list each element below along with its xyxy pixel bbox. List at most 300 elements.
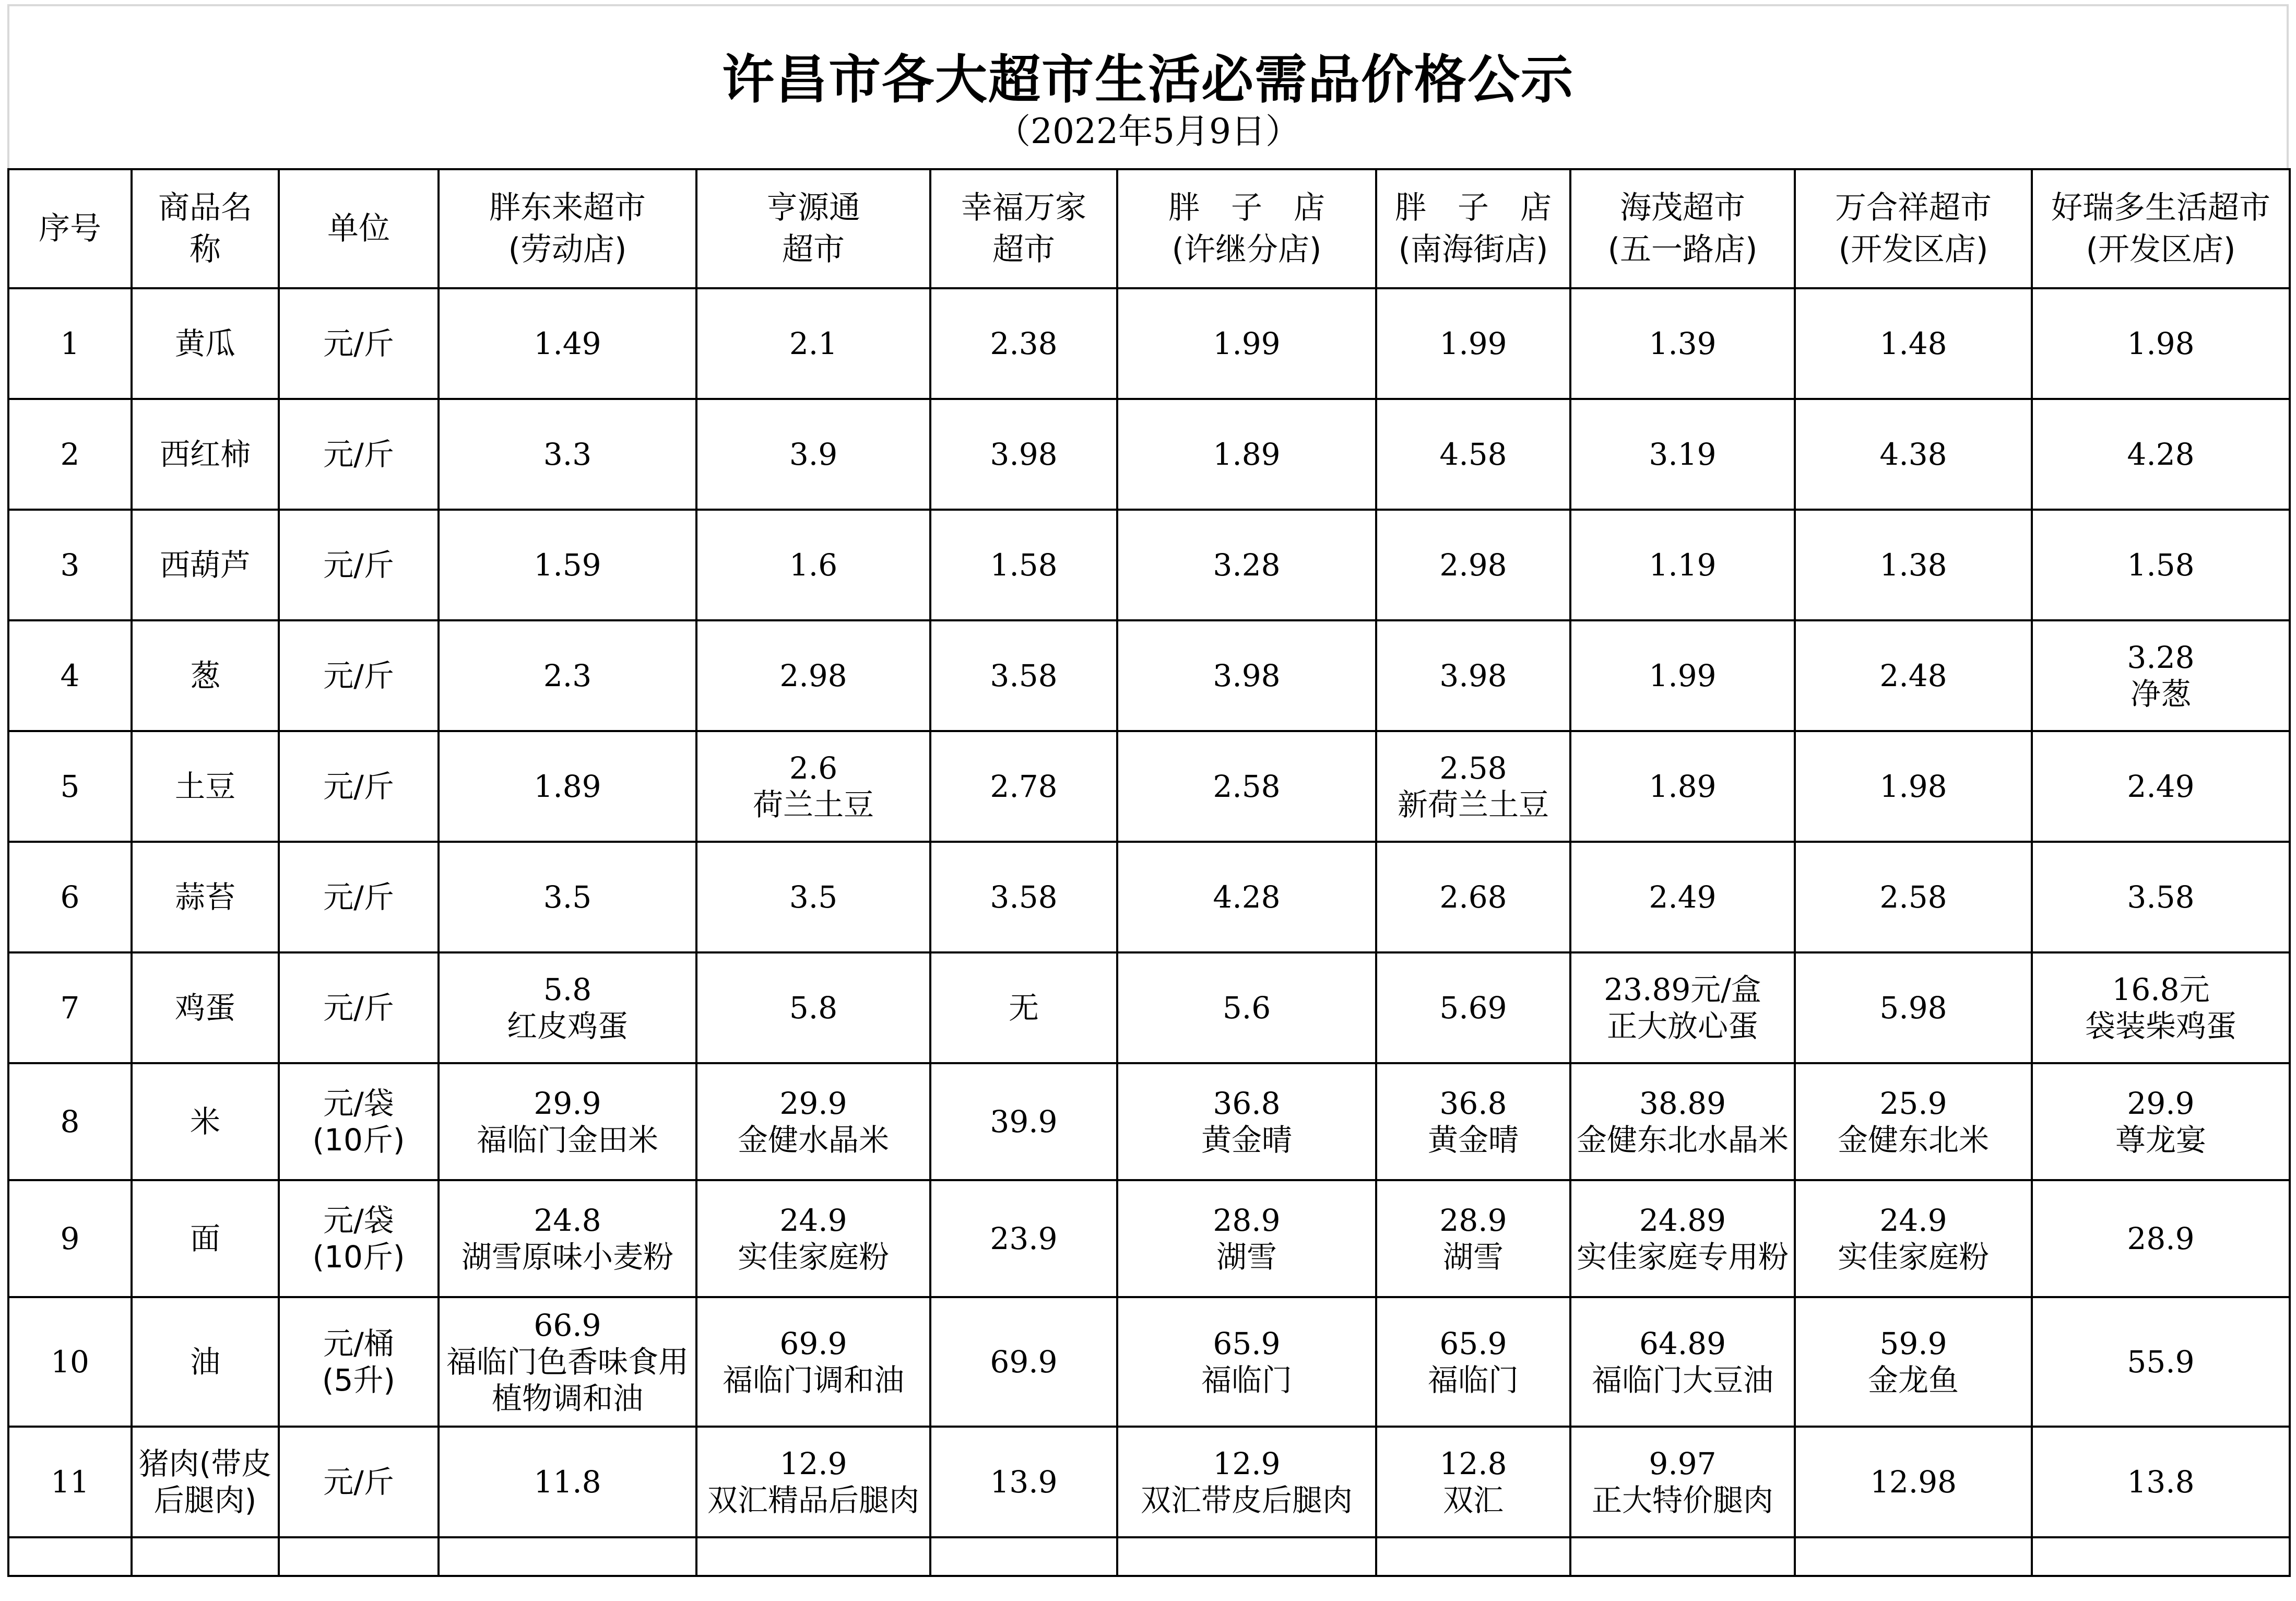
price-value: 69.9 xyxy=(779,1326,847,1361)
product-name: 面 xyxy=(132,1180,279,1297)
empty-cell xyxy=(930,1537,1117,1576)
table-row xyxy=(8,731,2290,842)
column-header-line1: 胖东来超市 xyxy=(489,190,646,226)
price-table xyxy=(7,168,2291,1577)
price-cell xyxy=(1376,510,1570,620)
row-number: 8 xyxy=(8,1063,132,1180)
column-header-line1: 序号 xyxy=(39,210,101,247)
product-name: 西葫芦 xyxy=(132,510,279,620)
price-cell xyxy=(1376,288,1570,399)
price-value: 1.58 xyxy=(2127,547,2195,583)
price-cell xyxy=(1570,1297,1795,1427)
price-cell xyxy=(1117,288,1376,399)
row-number: 5 xyxy=(8,731,132,842)
product-name: 油 xyxy=(132,1297,279,1427)
column-header xyxy=(8,169,132,288)
price-value: 3.58 xyxy=(2127,879,2195,915)
product-brand-note: 福临门调和油 xyxy=(722,1362,904,1398)
product-name: 黄瓜 xyxy=(132,288,279,399)
product-name: 葱 xyxy=(132,620,279,731)
column-header xyxy=(930,169,1117,288)
price-cell xyxy=(439,620,696,731)
unit-quantity: (10斤) xyxy=(312,1122,405,1158)
unit-quantity: (5升) xyxy=(322,1362,396,1398)
unit-label: 元/斤 xyxy=(323,547,394,583)
price-cell xyxy=(1570,288,1795,399)
unit-cell xyxy=(279,399,439,510)
table-row xyxy=(8,1297,2290,1427)
row-number: 1 xyxy=(8,288,132,399)
price-value: 55.9 xyxy=(2127,1344,2195,1380)
unit-cell xyxy=(279,288,439,399)
row-number: 10 xyxy=(8,1297,132,1427)
price-value: 23.9 xyxy=(990,1221,1058,1256)
price-value: 1.89 xyxy=(534,769,601,804)
column-header xyxy=(696,169,930,288)
price-value: 2.68 xyxy=(1439,879,1507,915)
price-cell xyxy=(1117,1427,1376,1537)
product-brand-note: 福临门 xyxy=(1427,1362,1519,1398)
row-number: 9 xyxy=(8,1180,132,1297)
price-value: 2.58 xyxy=(1213,769,1281,804)
price-value: 13.8 xyxy=(2127,1464,2195,1500)
unit-label: 元/斤 xyxy=(323,437,394,472)
unit-label: 元/斤 xyxy=(323,658,394,693)
price-value: 2.98 xyxy=(779,658,847,693)
price-value: 3.28 xyxy=(2127,640,2195,675)
table-row xyxy=(8,399,2290,510)
price-cell xyxy=(1376,399,1570,510)
empty-cell xyxy=(2032,1537,2290,1576)
price-cell xyxy=(930,399,1117,510)
price-value: 24.89 xyxy=(1639,1203,1726,1238)
price-value: 3.19 xyxy=(1649,437,1717,472)
price-cell xyxy=(1117,1180,1376,1297)
page-title: 许昌市各大超市生活必需品价格公示 xyxy=(722,49,1574,110)
price-value: 2.78 xyxy=(990,769,1058,804)
price-cell xyxy=(1570,1427,1795,1537)
price-cell xyxy=(439,1427,696,1537)
price-cell xyxy=(1570,620,1795,731)
column-header-line1: 商品名 xyxy=(158,190,252,226)
row-number: 4 xyxy=(8,620,132,731)
unit-label: 元/斤 xyxy=(323,990,394,1026)
price-value: 64.89 xyxy=(1639,1326,1726,1361)
table-row xyxy=(8,1180,2290,1297)
price-cell xyxy=(439,731,696,842)
product-brand-note: 黄金晴 xyxy=(1427,1122,1519,1158)
price-cell xyxy=(2032,731,2290,842)
price-cell xyxy=(439,510,696,620)
product-brand-note: 实佳家庭粉 xyxy=(737,1239,889,1275)
price-cell xyxy=(1117,620,1376,731)
product-brand-note: 湖雪原味小麦粉 xyxy=(461,1239,673,1275)
unit-label: 元/斤 xyxy=(323,1464,394,1500)
price-value: 1.39 xyxy=(1649,326,1717,361)
column-header xyxy=(1795,169,2032,288)
column-header xyxy=(279,169,439,288)
price-cell xyxy=(1376,731,1570,842)
row-number: 2 xyxy=(8,399,132,510)
table-row xyxy=(8,510,2290,620)
price-value: 3.28 xyxy=(1213,547,1281,583)
price-cell xyxy=(696,952,930,1063)
price-cell xyxy=(696,1063,930,1180)
price-value: 59.9 xyxy=(1879,1326,1947,1361)
price-cell xyxy=(439,952,696,1063)
price-value: 23.89元/盒 xyxy=(1604,972,1761,1007)
price-value: 65.9 xyxy=(1213,1326,1281,1361)
product-name: 土豆 xyxy=(132,731,279,842)
price-cell xyxy=(439,1180,696,1297)
product-name: 猪肉(带皮后腿肉) xyxy=(132,1427,279,1537)
price-cell xyxy=(1795,952,2032,1063)
price-cell xyxy=(930,1063,1117,1180)
product-brand-note: 尊龙宴 xyxy=(2115,1122,2206,1158)
column-header-line1: 胖 子 店 xyxy=(1395,190,1552,226)
price-cell xyxy=(696,1180,930,1297)
price-value: 1.6 xyxy=(789,547,838,583)
price-value: 12.8 xyxy=(1439,1446,1507,1481)
product-name: 鸡蛋 xyxy=(132,952,279,1063)
price-value: 1.59 xyxy=(534,547,601,583)
price-value: 1.99 xyxy=(1649,658,1717,693)
product-brand-note: 新荷兰土豆 xyxy=(1397,787,1549,822)
unit-label: 元/桶 xyxy=(323,1326,394,1361)
price-cell xyxy=(1117,1063,1376,1180)
price-value: 1.98 xyxy=(2127,326,2195,361)
price-value: 3.3 xyxy=(543,437,592,472)
price-value: 5.8 xyxy=(789,990,838,1026)
price-value: 1.19 xyxy=(1649,547,1717,583)
price-value: 1.89 xyxy=(1213,437,1281,472)
product-brand-note: 正大放心蛋 xyxy=(1606,1008,1758,1044)
column-header-line2: 称 xyxy=(190,231,221,268)
empty-cell xyxy=(1376,1537,1570,1576)
product-brand-note: 黄金晴 xyxy=(1201,1122,1292,1158)
price-value: 3.58 xyxy=(990,879,1058,915)
column-header-line1: 万合祥超市 xyxy=(1835,190,1992,226)
price-cell xyxy=(1570,731,1795,842)
price-cell xyxy=(2032,288,2290,399)
price-cell xyxy=(1117,842,1376,952)
column-header-line2: 超市 xyxy=(992,231,1055,268)
price-cell xyxy=(2032,1297,2290,1427)
product-brand-note: 袋装柴鸡蛋 xyxy=(2085,1008,2236,1044)
empty-cell xyxy=(1795,1537,2032,1576)
product-brand-note: 实佳家庭专用粉 xyxy=(1576,1239,1789,1275)
product-brand-note: 湖雪 xyxy=(1216,1239,1277,1275)
price-value: 65.9 xyxy=(1439,1326,1507,1361)
empty-cell xyxy=(1117,1537,1376,1576)
price-cell xyxy=(1570,842,1795,952)
price-cell xyxy=(696,842,930,952)
unit-label: 元/袋 xyxy=(323,1203,394,1238)
title-area xyxy=(7,4,2289,168)
price-cell xyxy=(1795,1297,2032,1427)
price-value: 28.9 xyxy=(1213,1203,1281,1238)
page-subtitle: （2022年5月9日） xyxy=(996,111,1300,151)
price-cell xyxy=(1795,1063,2032,1180)
price-value: 2.1 xyxy=(789,326,838,361)
column-header-line1: 好瑞多生活超市 xyxy=(2051,190,2270,226)
price-cell xyxy=(2032,510,2290,620)
row-number: 3 xyxy=(8,510,132,620)
price-value: 25.9 xyxy=(1879,1086,1947,1121)
table-row xyxy=(8,842,2290,952)
price-value: 2.49 xyxy=(2127,769,2195,804)
product-brand-note: 福临门色香味食用植物调和油 xyxy=(446,1344,689,1416)
price-value: 24.9 xyxy=(779,1203,847,1238)
price-cell xyxy=(1376,620,1570,731)
empty-cell xyxy=(132,1537,279,1576)
price-value: 5.6 xyxy=(1222,990,1271,1026)
product-brand-note: 荷兰土豆 xyxy=(752,787,874,822)
price-cell xyxy=(439,1063,696,1180)
price-value: 2.3 xyxy=(543,658,592,693)
price-value: 3.5 xyxy=(789,879,838,915)
empty-cell xyxy=(696,1537,930,1576)
column-header-line1: 胖 子 店 xyxy=(1168,190,1325,226)
price-cell xyxy=(2032,1063,2290,1180)
unit-quantity: (10斤) xyxy=(312,1239,405,1275)
empty-row xyxy=(8,1537,2290,1576)
price-value: 4.58 xyxy=(1439,437,1507,472)
price-value: 1.99 xyxy=(1439,326,1507,361)
price-value: 3.98 xyxy=(1439,658,1507,693)
column-header-line2: (许继分店) xyxy=(1171,231,1322,268)
product-brand-note: 福临门 xyxy=(1201,1362,1292,1398)
price-value: 12.9 xyxy=(1213,1446,1281,1481)
price-value: 13.9 xyxy=(990,1464,1058,1500)
price-value: 5.8 xyxy=(543,972,592,1007)
empty-cell xyxy=(279,1537,439,1576)
row-number: 6 xyxy=(8,842,132,952)
price-value: 36.8 xyxy=(1213,1086,1281,1121)
price-cell xyxy=(439,399,696,510)
empty-cell xyxy=(439,1537,696,1576)
column-header-line2: (开发区店) xyxy=(2086,231,2236,268)
unit-label: 元/斤 xyxy=(323,769,394,804)
price-cell xyxy=(696,731,930,842)
price-value: 1.48 xyxy=(1879,326,1947,361)
price-value: 2.58 xyxy=(1879,879,1947,915)
price-cell xyxy=(1795,731,2032,842)
unit-label: 元/斤 xyxy=(323,326,394,361)
price-cell xyxy=(2032,1427,2290,1537)
price-value: 11.8 xyxy=(534,1464,601,1500)
price-value: 9.97 xyxy=(1649,1446,1717,1481)
price-cell xyxy=(1117,952,1376,1063)
column-header-line1: 幸福万家 xyxy=(961,190,1086,226)
price-cell xyxy=(1376,842,1570,952)
column-header xyxy=(2032,169,2290,288)
price-value: 3.98 xyxy=(990,437,1058,472)
price-cell xyxy=(930,1297,1117,1427)
column-header-line2: (五一路店) xyxy=(1607,231,1758,268)
product-brand-note: 正大特价腿肉 xyxy=(1591,1482,1773,1518)
price-value: 5.69 xyxy=(1439,990,1507,1026)
price-cell xyxy=(1570,1180,1795,1297)
price-value: 39.9 xyxy=(990,1104,1058,1139)
product-brand-note: 金龙鱼 xyxy=(1867,1362,1959,1398)
price-value: 36.8 xyxy=(1439,1086,1507,1121)
unit-cell xyxy=(279,1427,439,1537)
price-cell xyxy=(2032,952,2290,1063)
price-cell xyxy=(1795,1180,2032,1297)
price-value: 1.49 xyxy=(534,326,601,361)
product-brand-note: 福临门大豆油 xyxy=(1591,1362,1773,1398)
price-cell xyxy=(930,1427,1117,1537)
column-header-line2: (南海街店) xyxy=(1398,231,1548,268)
table-row xyxy=(8,1063,2290,1180)
price-cell xyxy=(930,510,1117,620)
price-cell xyxy=(439,842,696,952)
price-value: 29.9 xyxy=(2127,1086,2195,1121)
price-cell xyxy=(2032,842,2290,952)
column-header-line2: 超市 xyxy=(782,231,845,268)
price-value: 1.98 xyxy=(1879,769,1947,804)
unit-cell xyxy=(279,731,439,842)
price-cell xyxy=(930,952,1117,1063)
price-cell xyxy=(1795,399,2032,510)
price-value: 2.58 xyxy=(1439,750,1507,786)
column-header xyxy=(132,169,279,288)
price-cell xyxy=(1117,399,1376,510)
table-row xyxy=(8,620,2290,731)
row-number: 7 xyxy=(8,952,132,1063)
column-header-line1: 亨源通 xyxy=(766,190,860,226)
price-cell xyxy=(1795,620,2032,731)
table-body xyxy=(8,288,2290,1576)
table-row xyxy=(8,288,2290,399)
price-value: 28.9 xyxy=(1439,1203,1507,1238)
price-value: 4.28 xyxy=(1213,879,1281,915)
price-value: 1.89 xyxy=(1649,769,1717,804)
table-row xyxy=(8,952,2290,1063)
product-brand-note: 双汇带皮后腿肉 xyxy=(1140,1482,1353,1518)
price-value: 2.6 xyxy=(789,750,838,786)
price-cell xyxy=(930,288,1117,399)
column-header-line1: 单位 xyxy=(327,210,390,247)
price-value: 2.49 xyxy=(1649,879,1717,915)
empty-cell xyxy=(8,1537,132,1576)
price-cell xyxy=(1795,510,2032,620)
price-cell xyxy=(930,731,1117,842)
price-cell xyxy=(930,842,1117,952)
price-cell xyxy=(696,399,930,510)
price-value: 12.98 xyxy=(1869,1464,1957,1500)
empty-cell xyxy=(1570,1537,1795,1576)
price-cell xyxy=(1376,1063,1570,1180)
price-cell xyxy=(439,288,696,399)
product-name: 西红柿 xyxy=(132,399,279,510)
table-header-row xyxy=(8,169,2290,288)
price-value: 16.8元 xyxy=(2112,972,2210,1007)
price-cell xyxy=(1795,842,2032,952)
price-value: 1.38 xyxy=(1879,547,1947,583)
price-cell xyxy=(1570,952,1795,1063)
unit-cell xyxy=(279,1180,439,1297)
price-cell xyxy=(2032,620,2290,731)
price-cell xyxy=(1376,1180,1570,1297)
price-cell xyxy=(1376,1297,1570,1427)
unit-label: 元/斤 xyxy=(323,879,394,915)
product-brand-note: 金健东北水晶米 xyxy=(1576,1122,1789,1158)
price-value: 3.5 xyxy=(543,879,592,915)
price-value: 69.9 xyxy=(990,1344,1058,1380)
table-row xyxy=(8,1427,2290,1537)
price-cell xyxy=(1795,288,2032,399)
product-brand-note: 金健东北米 xyxy=(1837,1122,1989,1158)
price-cell xyxy=(696,1427,930,1537)
price-value: 2.48 xyxy=(1879,658,1947,693)
product-brand-note: 湖雪 xyxy=(1442,1239,1504,1275)
unit-label: 元/袋 xyxy=(323,1086,394,1121)
price-cell xyxy=(1117,731,1376,842)
column-header xyxy=(1376,169,1570,288)
price-cell xyxy=(1117,510,1376,620)
product-brand-note: 实佳家庭粉 xyxy=(1837,1239,1989,1275)
unit-cell xyxy=(279,842,439,952)
price-cell xyxy=(1376,1427,1570,1537)
price-value: 1.99 xyxy=(1213,326,1281,361)
price-value: 24.9 xyxy=(1879,1203,1947,1238)
price-cell xyxy=(1795,1427,2032,1537)
product-brand-note: 红皮鸡蛋 xyxy=(506,1008,628,1044)
product-name: 蒜苔 xyxy=(132,842,279,952)
row-number: 11 xyxy=(8,1427,132,1537)
price-cell xyxy=(696,288,930,399)
price-value: 12.9 xyxy=(779,1446,847,1481)
product-name: 米 xyxy=(132,1063,279,1180)
price-value: 2.98 xyxy=(1439,547,1507,583)
price-cell xyxy=(930,620,1117,731)
unit-cell xyxy=(279,510,439,620)
price-value: 28.9 xyxy=(2127,1221,2195,1256)
price-value: 29.9 xyxy=(534,1086,601,1121)
price-cell xyxy=(1117,1297,1376,1427)
price-cell xyxy=(1570,399,1795,510)
unit-cell xyxy=(279,952,439,1063)
product-brand-note: 净葱 xyxy=(2130,676,2191,712)
price-cell xyxy=(1376,952,1570,1063)
product-brand-note: 双汇 xyxy=(1442,1482,1504,1518)
product-brand-note: 金健水晶米 xyxy=(737,1122,889,1158)
column-header-line2: (劳动店) xyxy=(508,231,627,268)
price-value: 24.8 xyxy=(534,1203,601,1238)
price-cell xyxy=(696,1297,930,1427)
price-value: 66.9 xyxy=(534,1308,601,1343)
price-value: 29.9 xyxy=(779,1086,847,1121)
column-header xyxy=(439,169,696,288)
price-cell xyxy=(2032,399,2290,510)
price-value: 2.38 xyxy=(990,326,1058,361)
price-value: 4.28 xyxy=(2127,437,2195,472)
price-value: 3.98 xyxy=(1213,658,1281,693)
price-value: 4.38 xyxy=(1879,437,1947,472)
price-cell xyxy=(696,620,930,731)
price-value: 38.89 xyxy=(1639,1086,1726,1121)
price-cell xyxy=(1570,1063,1795,1180)
price-cell xyxy=(1570,510,1795,620)
unit-cell xyxy=(279,1063,439,1180)
product-brand-note: 福临门金田米 xyxy=(476,1122,658,1158)
column-header-line1: 海茂超市 xyxy=(1620,190,1745,226)
price-cell xyxy=(439,1297,696,1427)
price-value: 3.58 xyxy=(990,658,1058,693)
unit-cell xyxy=(279,620,439,731)
